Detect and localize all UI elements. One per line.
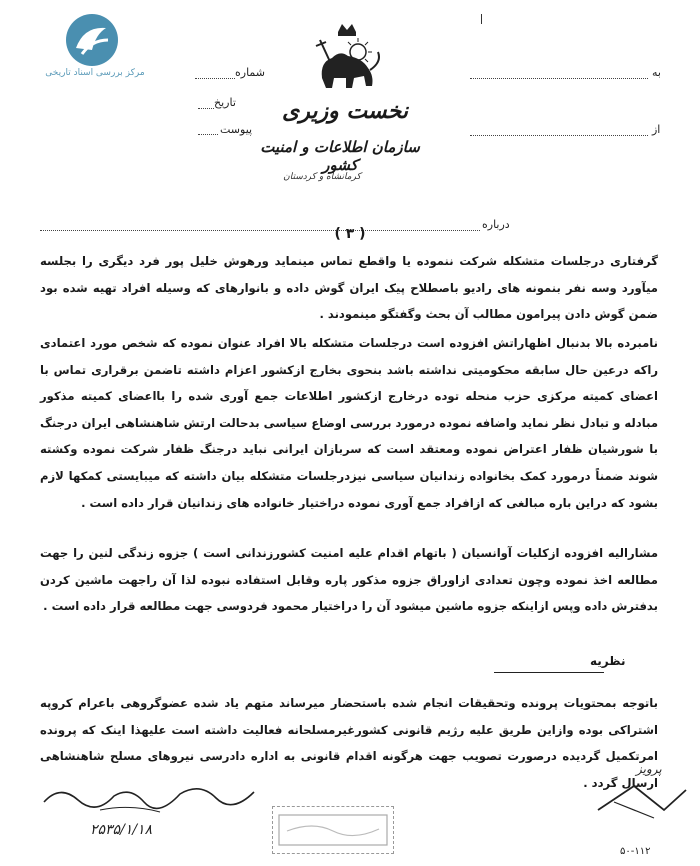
shomare-line bbox=[195, 78, 235, 79]
signature-right-name: پرویز bbox=[636, 762, 662, 776]
page-number: ( ۳ ) bbox=[334, 226, 366, 242]
tarikh-label: تاریخ bbox=[214, 96, 236, 109]
paragraph-3: مشارالیه افزوده ازکلیات آوانسیان ( باتهام اقدام علیه امنیت کشورزندانی است ) جزوه زندگی لنین را جهت مطالعه اخذ نموده وچون تعدادی ازاوراق جزوه مذکور پاره وقابل استفاده نبوده لذا آن راجهت ماشین کردن بدفترش داده وپس ازاینکه جزوه ماشین میشود آن را دراختیار محمود فردوسی جهت مطالعه قرار داده است . bbox=[40, 546, 658, 614]
archive-watermark-text: مرکز بررسی اسناد تاریخی bbox=[45, 68, 145, 78]
stamp-icon bbox=[273, 807, 393, 853]
nazariye-label: نظریه bbox=[590, 654, 626, 668]
archive-logo-icon bbox=[62, 10, 122, 70]
nazariye-underline bbox=[494, 672, 604, 673]
tarikh-line bbox=[198, 108, 214, 109]
lion-and-sun-icon bbox=[302, 22, 392, 96]
be-label: به bbox=[652, 66, 661, 79]
signature-scribble-icon bbox=[40, 776, 260, 822]
peyvast-line bbox=[198, 134, 218, 135]
conclusion-paragraph: باتوجه بمحتویات پرونده وتحقیقات انجام شده باستحضار میرساند متهم یاد شده عضوگروهی باعرام کروپه اشتراکی بوده وازاین طریق علیه رژیم قانونی کشورغیرمسلحانه فعالیت داشته است علیهذا اینک که پرونده امرتکمیل گردیده درصورت تصویب جهت هرگونه اقدام قانونی به اداره دادرسی نیروهای مسلح شاهنشاهی ارسال گردد . bbox=[40, 696, 658, 790]
organization-title: نخست وزیری bbox=[282, 98, 408, 124]
handwritten-signature-right bbox=[594, 780, 690, 820]
archive-logo bbox=[62, 10, 122, 70]
signature-right-icon bbox=[594, 780, 690, 820]
address-line: کرمانشاه و کردستان bbox=[283, 172, 361, 182]
peyvast-label: پیوست bbox=[220, 123, 253, 136]
handwritten-date: ۲۵۳۵/۱/۱۸ bbox=[90, 822, 153, 838]
darbare-label: درباره bbox=[482, 218, 510, 231]
form-code: ۵۰-۱۱۲ bbox=[620, 846, 651, 857]
shomare-label: شماره bbox=[235, 66, 266, 79]
handwritten-signature-left bbox=[40, 776, 260, 822]
paragraph-1: گرفتاری درجلسات متشکله شرکت ننموده یا واقطع تماس مینماید ورهوش خلیل پور فرد دیگری را بجلسه میآورد وسه نفر بنمونه های رادیو باصطلاح پیک ایران گوش داده و بانوارهای که وسیله افراد تهیه شده بود ضمن گوش دادن پیرامون مطالب آن بحث وگفتگو مینمودند . bbox=[40, 254, 658, 322]
paragraph-2: نامبرده بالا بدنبال اظهاراتش افزوده است درجلسات متشکله بالا افراد عنوان نموده که شخص مورد اعتمادی راکه درعین حال سابقه محکومیتی نداشته باشد بنحوی بخارج ازکشور اعزام داشته تاضمن برقراری تماس با اعضای کمیته مرکزی حزب منحله توده درخارج ازکشور اطلاعات جمع آوری شده را بااعضای کمیته مذکور مبادله و تبادل نظر نماید واضافه نموده درمورد بررسی اوضاع سیاسی بدحالت ارتش شاهنشاهی ایران درجنگ با شورشیان ظفار اعتراض نموده ومعتقد است که سربازان ایرانی نباید درجنگ ظفار شرکت نموده وکشته شوند ضمناً درمورد کمک بخانواده زندانیان سیاسی نیزدرجلسات متشکله بیان داشته که میبایستی کمکها لازم بشود که دراین باره مبالغی که ازافراد جمع آوری نموده دراختیار خانواده های زندانیان قرار داده است . bbox=[40, 336, 658, 510]
az-label: از bbox=[652, 123, 661, 136]
be-line bbox=[470, 78, 648, 79]
organization-subtitle: سازمان اطلاعات و امنیت کشور bbox=[260, 138, 420, 174]
az-line bbox=[470, 135, 648, 136]
darbare-line bbox=[40, 230, 480, 231]
faded-stamp bbox=[272, 806, 394, 854]
lion-and-sun-emblem bbox=[302, 22, 392, 96]
tick-mark bbox=[481, 14, 482, 24]
